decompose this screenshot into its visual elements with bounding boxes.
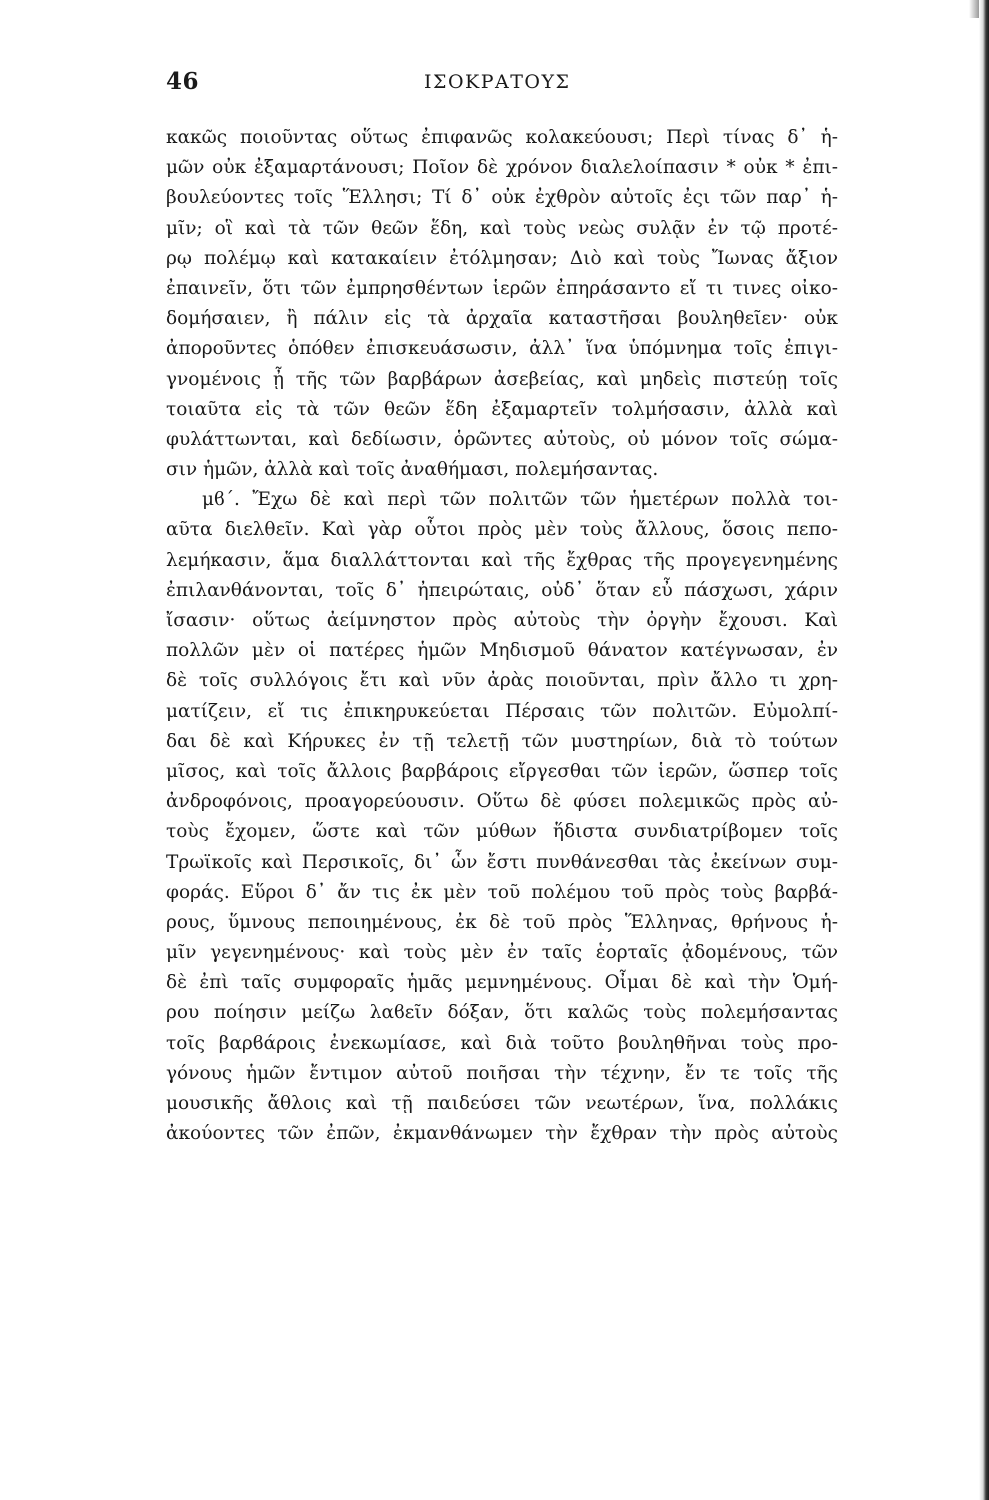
body-text: [166, 123, 838, 1149]
text-line: μῶν οὐκ ἐξαμαρτάνουσι; Ποῖον δὲ χρόνον διαλελοίπασιν * οὐκ * ἐπι-: [166, 157, 838, 179]
text-line: λεμήκασιν, ἅμα διαλλάττονται καὶ τῆς ἔχθρας τῆς προγεγενημένης: [166, 549, 838, 571]
text-line: ἐπιλανθάνονται, τοῖς δ᾽ ἠπειρώταις, οὐδ᾽ ὅταν εὖ πάσχωσι, χάριν: [166, 579, 838, 601]
text-line: δὲ ἐπὶ ταῖς συμφοραῖς ἡμᾶς μεμνημένους. Οἶμαι δὲ καὶ τὴν Ὁμή-: [166, 972, 838, 994]
text-line: δὲ τοῖς συλλόγοις ἔτι καὶ νῦν ἀρὰς ποιοῦνται, πρὶν ἄλλο τι χρη-: [166, 670, 838, 692]
text-line: μῖν γεγενημένους· καὶ τοὺς μὲν ἐν ταῖς ἑορταῖς ᾀδομένους, τῶν: [166, 942, 838, 964]
text-line: τοιαῦτα εἰς τὰ τῶν θεῶν ἕδη ἐξαμαρτεῖν τολμήσασιν, ἀλλὰ καὶ: [166, 398, 838, 420]
text-line: ἀνδροφόνοις, προαγορεύουσιν. Οὕτω δὲ φύσει πολεμικῶς πρὸς αὐ-: [166, 791, 838, 813]
page-number: 46: [166, 68, 200, 95]
text-line: ρους, ὕμνους πεποιημένους, ἐκ δὲ τοῦ πρὸς Ἕλληνας, θρήνους ἡ-: [166, 911, 838, 933]
page-edge-shadow: [979, 0, 989, 1500]
text-line: δαι δὲ καὶ Κήρυκες ἐν τῇ τελετῇ τῶν μυστηρίων, διὰ τὸ τούτων: [166, 730, 838, 752]
text-line: φυλάττωνται, καὶ δεδίωσιν, ὁρῶντες αὐτοὺς, οὐ μόνον τοῖς σώμα-: [166, 428, 838, 450]
section-heading-line: μϐ΄. Ἔχω δὲ καὶ περὶ τῶν πολιτῶν τῶν ἡμετέρων πολλὰ τοι-: [202, 489, 838, 511]
text-line: Τρωϊκοῖς καὶ Περσικοῖς, δι᾽ ὧν ἔστι πυνθάνεσθαι τὰς ἐκείνων συμ-: [166, 851, 838, 873]
text-line: τοῖς βαρϐάροις ἐνεκωμίασε, καὶ διὰ τοῦτο βουληθῆναι τοὺς προ-: [166, 1032, 838, 1054]
text-line: αῦτα διελθεῖν. Καὶ γὰρ οὗτοι πρὸς μὲν τοὺς ἄλλους, ὅσοις πεπο-: [166, 519, 838, 541]
text-line: σιν ἡμῶν, ἀλλὰ καὶ τοῖς ἀναθήμασι, πολεμήσαντας.: [166, 459, 659, 481]
text-line: ρῳ πολέμῳ καὶ κατακαίειν ἐτόλμησαν; Διὸ καὶ τοὺς Ἴωνας ἄξιον: [166, 247, 838, 269]
text-line: γόνους ἡμῶν ἔντιμον αὐτοῦ ποιῆσαι τὴν τέχνην, ἔν τε τοῖς τῆς: [166, 1062, 838, 1084]
text-line: ἴσασιν· οὕτως ἀείμνηστον πρὸς αὐτοὺς τὴν ὀργὴν ἔχουσι. Καὶ: [166, 610, 838, 631]
text-line: δομήσαιεν, ἢ πάλιν εἰς τὰ ἀρχαῖα καταστῆσαι βουληθεῖεν· οὐκ: [166, 308, 838, 330]
text-line: γνομένοις ᾖ τῆς τῶν βαρβάρων ἀσεβείας, καὶ μηδεὶς πιστεύῃ τοῖς: [166, 368, 838, 390]
text-line: τοὺς ἔχομεν, ὥστε καὶ τῶν μύθων ἥδιστα συνδιατρίβομεν τοῖς: [166, 821, 838, 843]
text-line: κακῶς ποιοῦντας οὕτως ἐπιφανῶς κολακεύουσι; Περὶ τίνας δ᾽ ἡ-: [166, 127, 838, 148]
text-line: ἀποροῦντες ὁπόθεν ἐπισκευάσωσιν, ἀλλ᾽ ἵνα ὑπόμνημα τοῖς ἐπιγι-: [166, 338, 838, 360]
text-line: ἀκούοντες τῶν ἐπῶν, ἐκμανθάνωμεν τὴν ἔχθραν τὴν πρὸς αὐτοὺς: [166, 1123, 838, 1145]
text-line: φοράς. Εὕροι δ᾽ ἄν τις ἐκ μὲν τοῦ πολέμου τοῦ πρὸς τοὺς βαρβά-: [166, 881, 838, 903]
text-line: πολλῶν μὲν οἱ πατέρες ἡμῶν Μηδισμοῦ θάνατον κατέγνωσαν, ἐν: [166, 640, 838, 662]
text-line: μῖν; οἳ καὶ τὰ τῶν θεῶν ἕδη, καὶ τοὺς νεὼς συλᾷν ἐν τῷ προτέ-: [166, 217, 838, 239]
text-line: ματίζειν, εἴ τις ἐπικηρυκεύεται Πέρσαις τῶν πολιτῶν. Εὐμολπί-: [166, 700, 838, 722]
text-line: ἐπαινεῖν, ὅτι τῶν ἐμπρησθέντων ἱερῶν ἐπηράσαντο εἴ τι τινες οἰκο-: [166, 277, 838, 299]
text-line: ρου ποίησιν μείζω λαϐεῖν δόξαν, ὅτι καλῶς τοὺς πολεμήσαντας: [166, 1002, 838, 1024]
text-line: βουλεύοντες τοῖς Ἕλλησι; Τί δ᾽ οὐκ ἐχθρὸν αὐτοῖς ἐςι τῶν παρ᾽ ἡ-: [166, 187, 838, 209]
text-line: μουσικῆς ἄθλοις καὶ τῇ παιδεύσει τῶν νεωτέρων, ἵνα, πολλάκις: [166, 1093, 838, 1114]
running-title: ΙΣΟΚΡΑΤΟΥΣ: [424, 71, 571, 93]
text-line: μῖσος, καὶ τοῖς ἄλλοις βαρβάροις εἴργεσθαι τῶν ἱερῶν, ὥσπερ τοῖς: [166, 760, 838, 782]
